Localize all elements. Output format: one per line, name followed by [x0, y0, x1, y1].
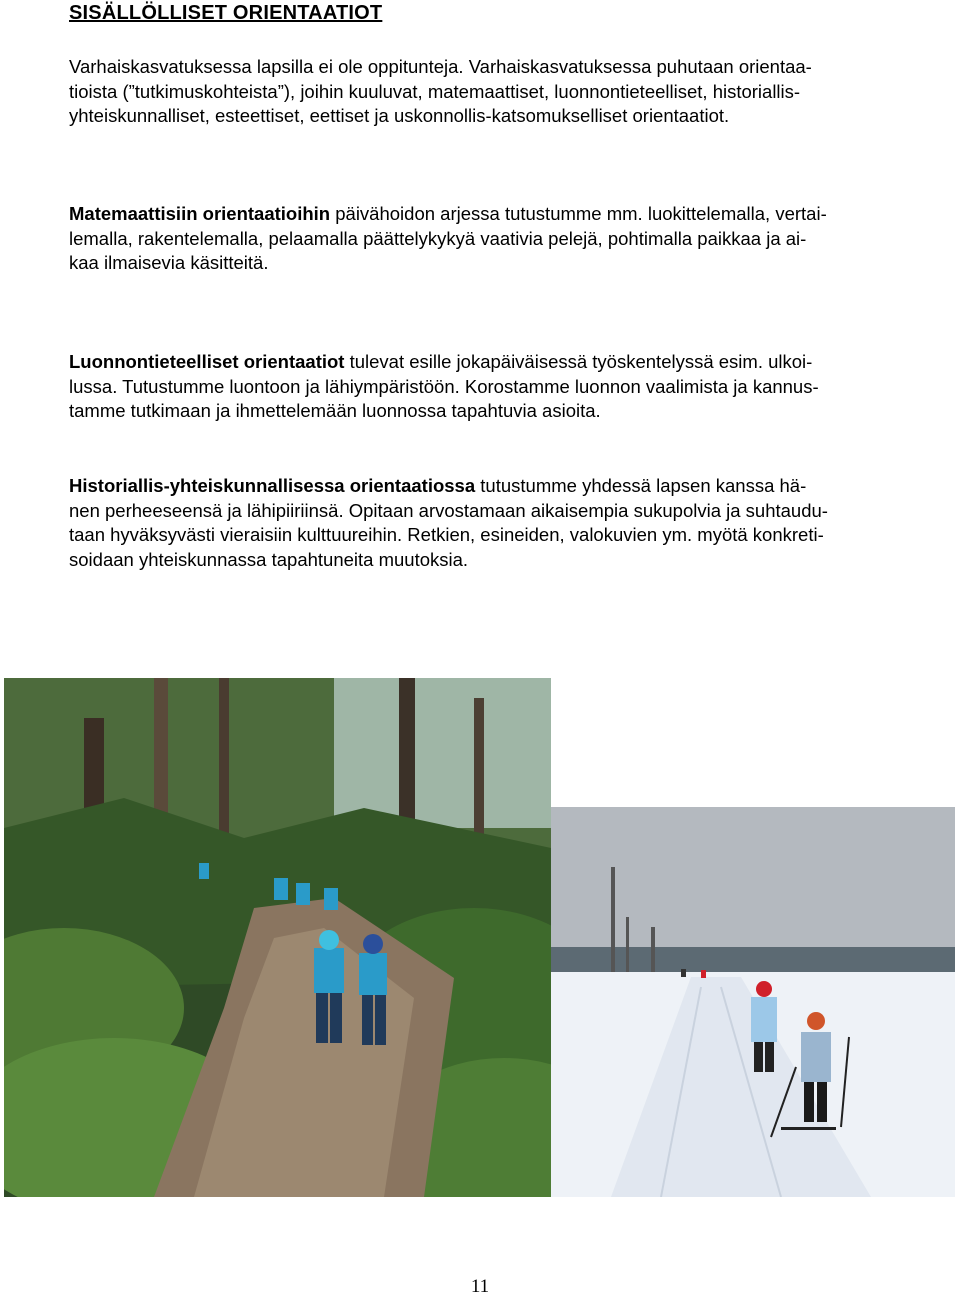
bold-term: Matemaattisiin orientaatioihin [69, 203, 331, 224]
page-heading: SISÄLLÖLLISET ORIENTAATIOT [69, 2, 383, 24]
bold-term: Luonnontieteelliset orientaatiot [69, 351, 345, 372]
forest-walk-illustration [4, 678, 551, 1197]
paragraph-line: tioista (”tutkimuskohteista”), joihin kuuluvat, matemaattiset, luonnontieteelliset, historiallis- [69, 80, 801, 102]
paragraph-line: taan hyväksyvästi vieraisiin kulttuureihin. Retkien, esineiden, valokuvien ym. myötä konkreti- [69, 524, 824, 545]
page-number: 11 [470, 1276, 490, 1297]
paragraph-line: lemalla, rakentelemalla, pelaamalla päättelykykyä vaativia pelejä, pohtimalla paikkaa ja ai- [69, 227, 807, 249]
paragraph-line: yhteiskunnalliset, esteettiset, eettiset ja uskonnollis-katsomukselliset orientaatiot. [69, 105, 730, 126]
skiing-illustration [551, 807, 955, 1197]
math-paragraph [69, 202, 947, 276]
paragraph-line [69, 350, 947, 375]
paragraph-line [69, 202, 947, 227]
paragraph-line: lussa. Tutustumme luontoon ja lähiympäristöön. Korostamme luonnon vaalimista ja kannus- [69, 375, 819, 397]
line-text: päivähoidon arjessa tutustumme mm. luokittelemalla, vertai- [330, 203, 827, 224]
bold-term: Historiallis-yhteiskunnallisessa orientaatiossa [69, 475, 476, 496]
paragraph-line [69, 474, 947, 499]
paragraph-line: tamme tutkimaan ja ihmettelemään luonnossa tapahtuvia asioita. [69, 400, 601, 421]
forest-walk-photo [4, 678, 551, 1197]
paragraph-line: Varhaiskasvatuksessa lapsilla ei ole oppitunteja. Varhaiskasvatuksessa puhutaan orientaa- [69, 56, 812, 77]
paragraph-line: soidaan yhteiskunnassa tapahtuneita muutoksia. [69, 548, 469, 570]
line-text: tutustumme yhdessä lapsen kanssa hä- [475, 475, 807, 496]
intro-paragraph [69, 55, 947, 129]
line-text: tulevat esille jokapäiväisessä työskentelyssä esim. ulkoi- [344, 351, 813, 372]
paragraph-line: nen perheeseensä ja lähipiiriinsä. Opitaan arvostamaan aikaisempia sukupolvia ja suhtaudu- [69, 499, 828, 521]
skiing-photo [551, 807, 955, 1197]
history-paragraph [69, 474, 947, 572]
science-paragraph [69, 350, 947, 424]
paragraph-line: kaa ilmaisevia käsitteitä. [69, 252, 269, 273]
